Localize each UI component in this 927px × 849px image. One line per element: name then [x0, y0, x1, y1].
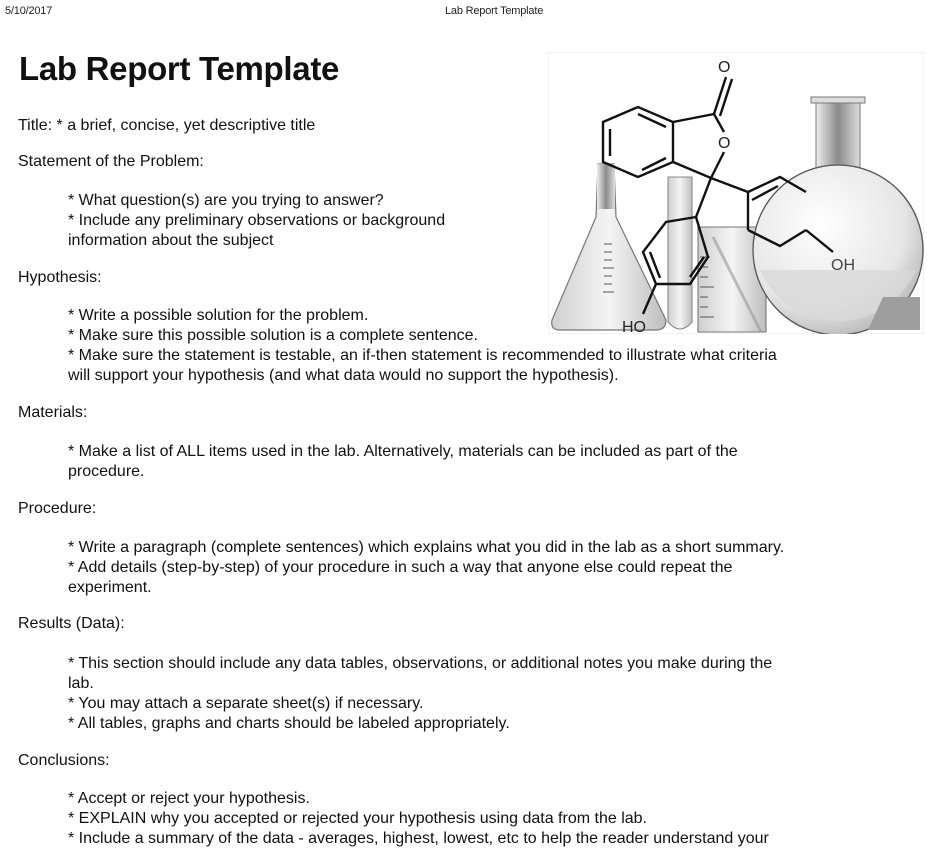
print-date: 5/10/2017 [5, 5, 53, 17]
chemistry-illustration [548, 52, 924, 334]
section-heading-materials: Materials: [18, 404, 88, 421]
bullet-line: * Include a summary of the data - averages, highest, lowest, etc to help the reader understand your [68, 830, 769, 847]
section-heading-conclusions: Conclusions: [18, 752, 110, 769]
section-heading-procedure: Procedure: [18, 500, 97, 517]
bullet-line: information about the subject [68, 232, 274, 249]
section-heading-statement: Statement of the Problem: [18, 153, 204, 170]
atom-label-ho: HO [622, 319, 646, 334]
title-instruction: Title: * a brief, concise, yet descriptive title [18, 117, 316, 134]
section-heading-results: Results (Data): [18, 615, 125, 632]
bullet-line: will support your hypothesis (and what data would no support the hypothesis). [68, 367, 619, 384]
bullet-line: * Include any preliminary observations or background [68, 212, 446, 229]
test-tube-icon [668, 177, 692, 329]
bullet-line: * Make a list of ALL items used in the lab. Alternatively, materials can be included as part of the [68, 443, 738, 460]
bullet-line: * All tables, graphs and charts should be labeled appropriately. [68, 715, 510, 732]
bullet-line: procedure. [68, 463, 145, 480]
atom-label-o-ring: O [718, 135, 731, 152]
bullet-line: * Write a possible solution for the problem. [68, 307, 369, 324]
atom-label-o-top: O [718, 59, 731, 76]
bullet-line: * Accept or reject your hypothesis. [68, 790, 310, 807]
bullet-line: * This section should include any data tables, observations, or additional notes you make during the [68, 655, 773, 672]
bullet-line: experiment. [68, 579, 152, 596]
bullet-line: lab. [68, 675, 94, 692]
atom-label-oh: OH [831, 257, 855, 274]
bullet-line: * Write a paragraph (complete sentences) which explains what you did in the lab as a short summary. [68, 539, 785, 556]
section-heading-hypothesis: Hypothesis: [18, 269, 102, 286]
bullet-line: * What question(s) are you trying to answer? [68, 192, 384, 209]
bullet-line: * You may attach a separate sheet(s) if necessary. [68, 695, 424, 712]
bullet-line: * Make sure this possible solution is a complete sentence. [68, 327, 478, 344]
page-title: Lab Report Template [19, 50, 340, 87]
print-header-title: Lab Report Template [445, 5, 544, 17]
bullet-line: * EXPLAIN why you accepted or rejected your hypothesis using data from the lab. [68, 810, 647, 827]
bullet-line: * Make sure the statement is testable, an if-then statement is recommended to illustrate what criteria [68, 347, 777, 364]
bullet-line: * Add details (step-by-step) of your procedure in such a way that anyone else could repeat the [68, 559, 733, 576]
